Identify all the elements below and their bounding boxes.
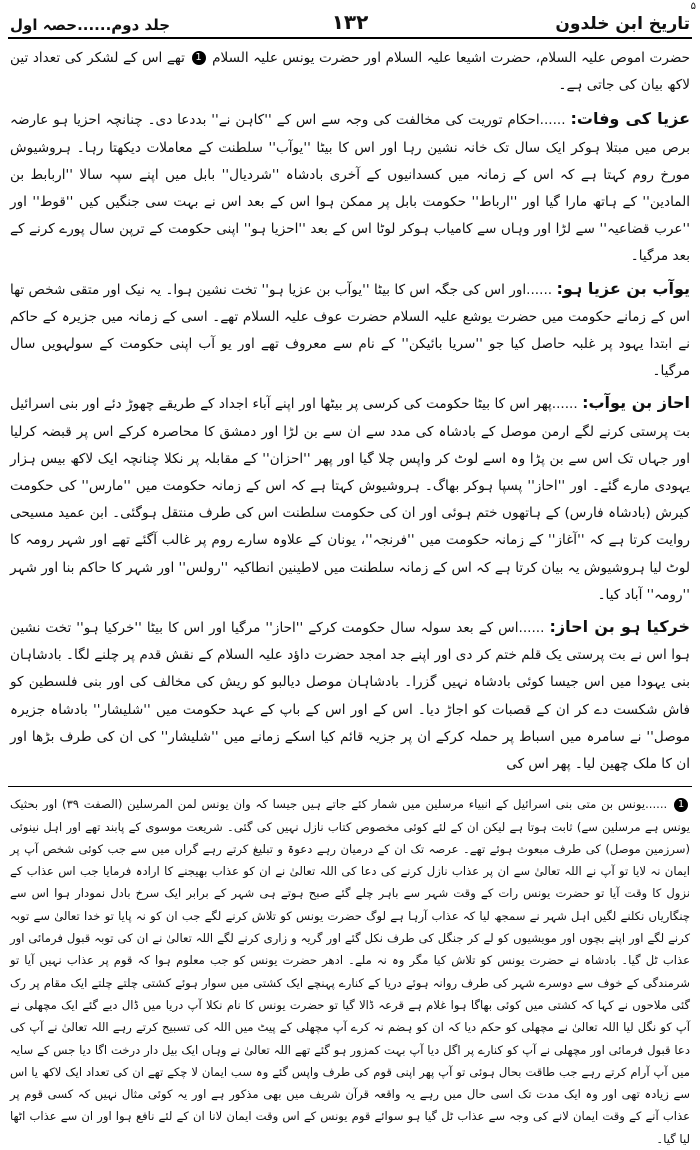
page	[8, 1, 696, 1146]
page-header	[8, 1, 696, 39]
paragraph	[8, 45, 692, 99]
paragraph-text: حضرت اموص علیہ السلام، حضرت اشیعا علیہ السلام اور حضرت یونس علیہ السلام	[212, 50, 691, 66]
footnote-ref[interactable]: 1	[192, 51, 206, 65]
page-number: ١٣٢	[331, 10, 369, 34]
paragraph	[8, 105, 692, 270]
section-heading: عزیا کی وفات:	[570, 109, 691, 129]
corner-mark: ۵	[690, 1, 696, 12]
book-title: تاریخ ابن خلدون	[555, 14, 690, 34]
footnote-marker: 1	[674, 798, 688, 812]
paragraph-text: ......اور اس کی جگہ اس کا بیٹا ''یوآب بن عزیا ہو'' تخت نشین ہوا۔ یہ نیک اور متقی شخص تھا اس کے زمانے حکومت میں حضرت یوشع علیہ السلام حضرت عوف علیہ السلام تھے۔ اسی کے زمانہ میں جزیرہ کے حاکم نے ابتدا یہود پر غلبہ حاصل کیا جو ''سریا بائیکن'' کے نام سے معروف تھے اور یو آب اپنی حکومت کے سولہویں سال مرگیا۔	[10, 281, 690, 380]
main-text	[8, 45, 692, 778]
footnote-paragraph	[8, 793, 692, 1150]
paragraph	[8, 275, 692, 386]
paragraph	[8, 389, 692, 609]
footnote-divider	[8, 786, 692, 787]
paragraph-text: تھے اس کے لشکر کی تعداد تین لاکھ بیان کی جاتی ہے۔	[10, 50, 690, 94]
section-heading: احاز بن یوآب:	[582, 393, 690, 413]
footnote-text: ......یونس بن متی بنی اسرائیل کے انبیاء مرسلین میں شمار کئے جاتے ہیں جیسا کہ وان یونس لمن المرسلین (الصفت ۳۹) اور بحثیک یونس ہے مرسلین سے) ثابت ہوتا ہے لیکن ان کے لئے کوئی مخصوص کتاب نازل نہیں کی گئی۔ شریعت موسوی کے پابند تھے اور اہل نینوئی (سرزمین موصل) کی طرف مبعوث ہوئے تھے۔ عرصہ تک ان کے درمیان رہے دعوۃ و تبلیغ کرتے رہے گراں میں سے جب کوئی شخص آپ پر ایمان نہ لایا تو آپ نے اللہ تعالیٰ سے ان پر عذاب نازل کرنے کی دعا کی اللہ تعالیٰ نے ان کو عذاب بھیجنے کا ارادہ فرمایا جب اس عذاب کے نزول کا وقت آیا تو حضرت یونس رات کے وقت شہر سے باہر چلے گئے صبح ہوتے ہی شہر کے برابر ایک سرخ بادل نمودار ہوا اس سے چنگاریاں نکلنے لگیں اہل شہر نے سمجھ لیا کہ عذاب آرہا ہے لوگ حضرت یونس کو تلاش کرنے لگے جب ان کو نہ پایا تو خدا تعالیٰ سے توبہ کرنے لگے اور اپنے بچوں اور مویشیوں کو لے کر جنگل کی طرف نکل گئے اور گریہ و زاری کرنے لگے اللہ تعالیٰ نے ان کی توبہ قبول فرمائی اور عذاب ٹل گیا۔ بادشاہ نے حضرت یونس کو تلاش کیا مگر وہ نہ ملے۔ ادھر حضرت یونس کو جب معلوم ہوا کہ قوم پر عذاب نہیں آیا تو شرمندگی کے خوف سے دوسرے شہر کی طرف روانہ ہوئے دریا کے کنارے پہنچے ایک کشتی میں سوار ہوئے کشتی چلتے چلتے ایک مقام پر رک گئی ملاحوں نے کہا کہ کشتی میں کوئی بھاگا ہوا غلام ہے قرعہ ڈالا گیا تو حضرت یونس کا نام نکلا آپ دریا میں ڈال دیے گئے ایک مچھلی نے آپ کو نگل لیا اللہ تعالیٰ نے مچھلی کو حکم دیا کہ ان کو ہضم نہ کرے آپ مچھلی کے پیٹ میں اللہ کی تسبیح کرتے رہے اللہ تعالیٰ نے آپ کی دعا قبول فرمائی اور مچھلی نے آپ کو کنارے پر اگل دیا آپ بہت کمزور ہو گئے تھے اللہ تعالیٰ نے وہاں ایک بیل دار درخت اگا دیا جس کے سایہ میں آپ آرام کرتے رہے جب طاقت بحال ہوئی تو آپ پھر اپنی قوم کی طرف واپس گئے وہ سب ایمان لا چکے تھے ان کی تعداد ایک لاکھ یا اس سے زیادہ تھی اور وہ ایک مدت تک اسی حال میں رہے یہ واقعہ قرآن شریف میں بھی مذکور ہے اور یہ کوئی مثال نہیں کہ کسی قوم پر عذاب آنے کے وقت ایمان لانے کی وجہ سے عذاب ٹل گیا ہو سوائے قوم یونس کے اس وقت ایمان لانا ان کے لئے نافع ہوا اور ان سے عذاب اٹھا لیا گیا۔	[10, 797, 690, 1146]
paragraph-text: ......اس کے بعد سولہ سال حکومت کرکے ''احاز'' مرگیا اور اس کا بیٹا ''خرکیا ہو'' تخت نشین ہوا اس نے بت پرستی یک قلم ختم کر دی اور اپنے جد امجد حضرت داؤد علیہ السلام کے نقش قدم پر چلنے لگا۔ بادشاہان بنی یہودا میں اس جیسا کوئی بادشاہ نہیں گزرا۔ بادشاہان موصل دیالبو کو ریش کی مخالف کی اور بنی فلسطین کو فاش شکست دے کر ان کے قصبات کو اجاڑ دیا۔ اس کے اور اس کے باپ کے عہد حکومت میں ''شلیشار'' بادشاہ جزیرہ موصل'' نے سامرہ میں اسباط پر حملہ کرکے ان پر جزیہ قائم کیا اسکے زمانے میں ''شلیشار'' کی ان کی طرف بڑھا اور ان کا ملک چھین لیا۔ پھر اس کی	[10, 620, 690, 773]
section-heading: خرکیا ہو بن احاز:	[549, 617, 691, 637]
paragraph-text: ......احکام توریت کی مخالفت کی وجہ سے اس کے ''کاہن نے'' بددعا دی۔ چنانچہ احزیا ہو عارضہ برص میں مبتلا ہوکر ایک سال تک خانہ نشین رہا اور اس کا بیٹا ''یوآب'' سلطنت کے معاملات دیکھتا رہا۔ ہروشیوش مورخ روم کہتا ہے کہ اس کے زمانہ میں کسدانیوں کے آخری بادشاہ ''شردیال'' بابل میں اپنے سپہ سالا ''اربابط بن المادین'' کے ہاتھ مارا گیا اور ''ارباط'' حکومت بابل پر ممکن ہوا اس کے بعد اس نے بہت سی جنگیں کیں ''قوط'' اور ''عرب قضاعیہ'' سے لڑا اور وہاں سے کامیاب ہوکر لوٹا اس کے بعد ''احزیا ہو'' اپنی حکومت کے ترپن سال پورے کرنے کے بعد مرگیا۔	[10, 112, 690, 265]
paragraph	[8, 613, 692, 778]
footnote	[8, 793, 692, 1150]
volume-label: جلد دوم......حصہ اول	[10, 16, 171, 34]
paragraph-text: ......پھر اس کا بیٹا حکومت کی کرسی پر بیٹھا اور اپنے آباء اجداد کے طریقے چھوڑ دئے اور بنی اسرائیل بت پرستی کرنے لگے ارمن موصل کے بادشاہ کی مدد سے ان سے بن لڑا اور دمشق کا محاصرہ کرکے اس پر قبضہ کرلیا اور جہاں تک اس سے بن پڑا وہ اسے لوٹ کر واپس چلا گیا اور پھر ''احزان'' کے مقابلہ پر نکلا چنانچہ ایک لاکھ بیس ہزار یہودی مارے گئے۔ اور ''احاز'' پسپا ہوکر بھاگ۔ ہروشیوش کہتا ہے کہ اس کے زمانہ حکومت میں ''مارس'' کی حکومت کیرش (بادشاہ فارس) کے ہاتھوں ختم ہوئی اور ان کی حکومت سلطنت اس کی طرف منتقل ہوگئی۔ ابن عمید مسیحی روایت کرتا ہے کہ ''آغاز'' کے زمانہ حکومت میں ''فرنجہ''، یونان کے علاوہ سارے روم پر غالب آگئے تھے اور شہر رومہ کا لوٹ لیا ہروشیوش یہ بیان کرتا ہے کہ اس کے زمانہ سلطنت میں لاطینین انطاکیہ ''رولس'' اور شہر کا حاکم بنا اور شہر ''رومہ'' آباد کیا۔	[10, 396, 690, 603]
section-heading: یوآب بن عزیا ہو:	[556, 278, 690, 298]
